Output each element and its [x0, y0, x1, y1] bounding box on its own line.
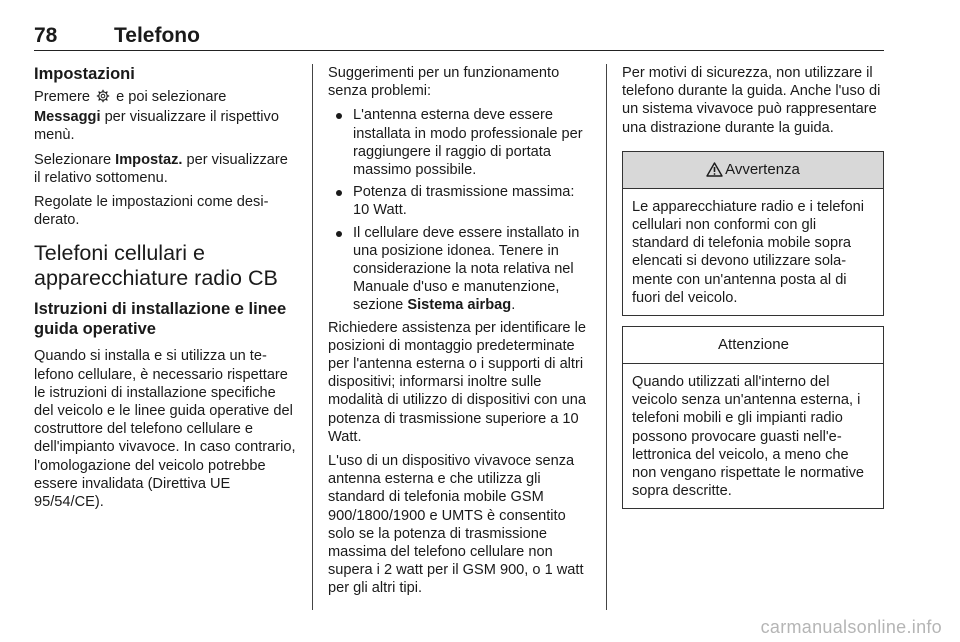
caution-body: Quando utilizzati all'interno del veicolo senza un'antenna esterna, i telefoni mobili e gli impianti radio possono provocare guasti nell'elettronica del veicolo, a meno che non vengano rispettate le normative sopra descritte.: [632, 374, 865, 500]
text: L'antenna esterna deve essere installata in modo professionale per raggiungere il raggio di portata massimo possibile.: [353, 107, 583, 179]
text: per visualizzare il rispettivo menù.: [34, 109, 279, 144]
paragraph: Suggerimenti per un funzionamento senza problemi:: [328, 65, 560, 100]
paragraph: L'uso di un dispositivo vivavoce senza antenna esterna e che utilizza gli standard di telefonia mobile GSM 900/1800/1900 e UMTS è consentito solo se la potenza di trasmissione massima del telefono cellulare non supera i 2 watt per il GSM 900, o 1 watt per gli altri tipi.: [328, 453, 584, 597]
page-number: 78: [34, 24, 58, 47]
warning-body: Le apparecchiature radio e i telefoni cellulari non conformi con gli standard di telefonia mobile sopra elencati si devono utilizzare solamente con un'antenna posta al di fuori del veicolo.: [632, 198, 865, 306]
sub-heading: Istruzioni di installazione e linee guida operative: [34, 300, 287, 339]
paragraph: Regolate le impostazioni come desiderato.: [34, 194, 269, 229]
text: Selezionare: [34, 151, 116, 168]
warning-box: [622, 151, 884, 316]
bullet-icon: [336, 113, 342, 119]
text: Premere: [34, 89, 90, 105]
text: e poi selezionare: [112, 89, 227, 105]
header-rule: [34, 50, 884, 51]
page-header: [34, 24, 884, 50]
menu-term-messaggi: Messaggi: [34, 109, 101, 126]
page-title: Telefono: [114, 24, 200, 47]
list-item: [328, 183, 590, 219]
column-divider: [606, 64, 607, 610]
warning-triangle-icon: [706, 162, 723, 177]
reference-term: Sistema airbag: [407, 297, 512, 314]
bullet-icon: [336, 190, 342, 196]
column-right: [622, 64, 884, 509]
menu-term-impostaz: Impostaz.: [115, 151, 183, 168]
column-left: [34, 64, 296, 517]
caution-box: [622, 326, 884, 509]
settings-gear-icon: [96, 89, 110, 108]
text: Potenza di trasmissione massima: 10 Watt.: [353, 184, 575, 219]
watermark: carmanualsonline.info: [760, 617, 942, 637]
caution-box-header: [623, 327, 883, 364]
column-middle: [328, 64, 590, 604]
paragraph: Richiedere assistenza per identificare le posizioni di montaggio predeterminate per l'antenna esterna o i supporti di altri dispositivi; informarsi inoltre sulle modalità di utilizzo di dispositivi con una potenza di trasmissione superiore a 10 Watt.: [328, 319, 586, 445]
paragraph: [34, 88, 296, 145]
bullet-icon: [336, 231, 342, 237]
bullet-list: [328, 106, 590, 314]
list-item: [328, 106, 590, 179]
settings-heading: Impostazioni: [34, 65, 135, 83]
column-divider: [312, 64, 313, 610]
paragraph: Per motivi di sicurezza, non utilizzare il telefono durante la guida. Anche l'uso di un sistema vivavoce può rappresentare una distrazione durante la guida.: [622, 65, 881, 136]
text: .: [511, 297, 516, 314]
warning-title: Avvertenza: [725, 160, 800, 178]
text: Il cellulare deve essere installato in una posizione idonea. Tenere in considerazione la nota relativa nel Manuale d'uso e manutenzione, sezione: [353, 224, 580, 314]
paragraph: [34, 151, 296, 187]
text: per visualizzare il relativo sottomenu.: [34, 151, 288, 186]
warning-box-header: [623, 152, 883, 189]
list-item: [328, 224, 590, 315]
chapter-title: Telefoni cellulari e apparecchiature radio CB: [34, 241, 278, 291]
caution-title: Attenzione: [718, 335, 789, 353]
paragraph: Quando si installa e si utilizza un telefono cellulare, è necessario rispettare le istruzioni di installazione specifiche del veicolo e le linee guida operative del costruttore del telefono cellulare e dell'impianto vivavoce. In caso contrario, l'omologazione del veicolo potrebbe essere invalidata (Direttiva UE 95/54/CE).: [34, 348, 296, 511]
